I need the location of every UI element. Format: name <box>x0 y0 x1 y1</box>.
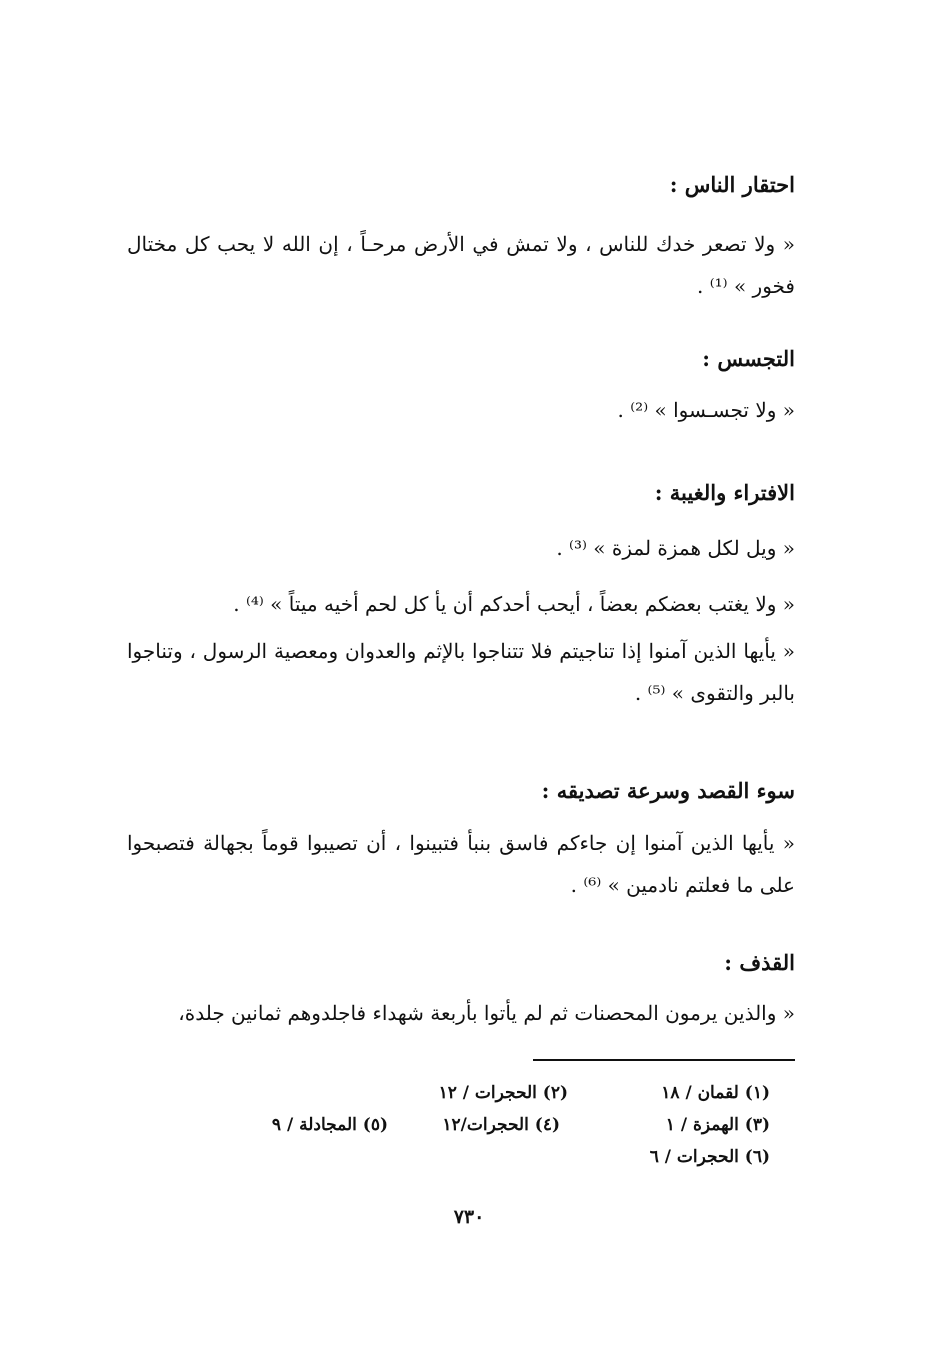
verse-paragraph: « ولا تجسـسوا » ⁽²⁾ . <box>617 398 795 422</box>
section-heading-slander-backbiting: الافتراء والغيبة : <box>654 480 795 505</box>
section-heading-slander: القذف : <box>724 950 795 975</box>
footnote-divider <box>533 1059 795 1061</box>
footnote-5: (٥) المجادلة / ٩ <box>271 1115 388 1135</box>
section-heading-spying: التجسس : <box>702 346 795 371</box>
footnote-3: (٣) الهمزة / ١ <box>665 1115 770 1135</box>
verse-paragraph: « يأيها الذين آمنوا إن جاءكم فاسق بنبأ فتبينوا ، أن تصيبوا قوماً بجهالة فتصبحوا على ما فعلتم نادمين » ⁽⁶⁾ . <box>127 831 795 897</box>
footnote-2: (٢) الحجرات / ١٢ <box>438 1083 568 1103</box>
verse-paragraph: « ولا تصعر خدك للناس ، ولا تمش في الأرض مرحـاً ، إن الله لا يحب كل مختال فخور » ⁽¹⁾ . <box>127 232 795 298</box>
page-number: ٧٣٠ <box>453 1206 485 1228</box>
footnote-6: (٦) الحجرات / ٦ <box>649 1147 770 1167</box>
verse-paragraph: « يأيها الذين آمنوا إذا تناجيتم فلا تتناجوا بالإثم والعدوان ومعصية الرسول ، وتناجوا بالبر والتقوى » ⁽⁵⁾ . <box>127 639 795 705</box>
verse-paragraph: « ويل لكل همزة لمزة » ⁽³⁾ . <box>556 536 795 560</box>
section-heading-bad-intent: سوء القصد وسرعة تصديقه : <box>541 778 795 803</box>
section-heading-contempt: احتقار الناس : <box>669 172 795 197</box>
footnote-1: (١) لقمان / ١٨ <box>661 1083 770 1103</box>
footnote-4: (٤) الحجرات/١٢ <box>442 1115 560 1135</box>
verse-paragraph: « ولا يغتب بعضكم بعضاً ، أيحب أحدكم أن يأ كل لحم أخيه ميتاً » ⁽⁴⁾ . <box>233 592 795 616</box>
verse-paragraph: « والذين يرمون المحصنات ثم لم يأتوا بأربعة شهداء فاجلدوهم ثمانين جلدة، <box>178 1001 795 1025</box>
